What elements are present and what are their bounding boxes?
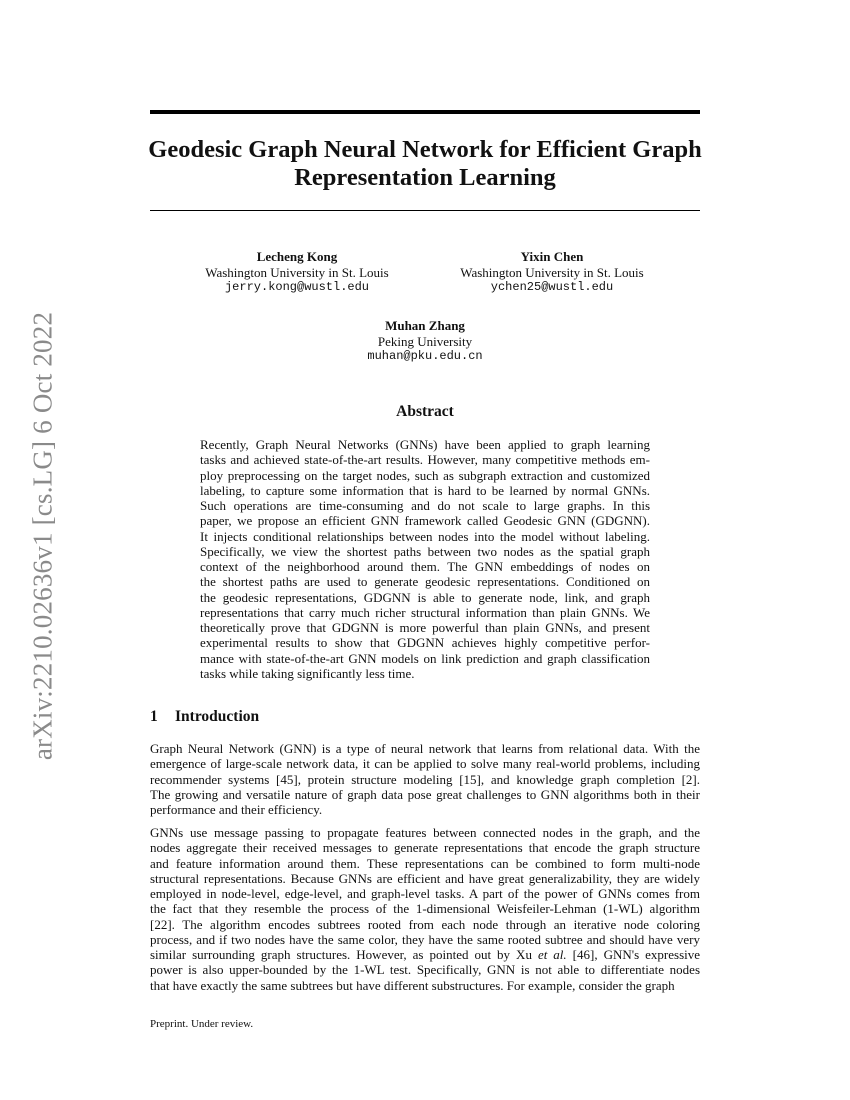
text-line: the geodesic representations, GDGNN is able to generate node, link, and graph [200,589,650,605]
author-block [295,318,555,365]
abstract-heading: Abstract [396,403,454,420]
text-line: power is also upper-bounded by the 1-WL test. Specifically, GNN is not able to differentiate nodes [150,962,700,978]
text-line: context of the neighborhood around them. The GNN embeddings of nodes on [200,559,650,574]
text-line: tasks while taking significantly less time. [200,665,415,681]
author-block [422,249,682,296]
title-line: Geodesic Graph Neural Network for Efficient Graph [148,136,702,163]
author-name: Lecheng Kong [256,249,338,264]
author-affiliation: Washington University in St. Louis [205,264,389,280]
title-line: Representation Learning [294,164,556,191]
text-line: paper, we propose an efficient GNN framework called Geodesic GNN (GDGNN). [200,513,650,529]
author-email[interactable]: ychen25@wustl.edu [490,280,614,294]
text-line: The growing and versatile nature of graph data pose great challenges to GNN algorithms both in their [150,786,700,802]
text-line: recommender systems [45], protein structure modeling [15], and knowledge graph completion [2]. [150,771,700,787]
text-line: mance with state-of-the-art GNN models on link prediction and graph classification [200,650,650,666]
intro-paragraph [150,741,700,817]
text-line: emergence of large-scale network data, it can be applied to solve many real-world problems, including [150,756,700,772]
text-line: Such operations are time-consuming and do not scale to large graphs. In this [200,498,650,513]
text-line: Specifically, we view the shortest paths between two nodes as the spatial graph [200,543,650,559]
title-top-rule [150,110,700,114]
section-title: Introduction [175,708,260,725]
author-name: Muhan Zhang [385,318,465,333]
author-email[interactable]: jerry.kong@wustl.edu [224,280,370,294]
title-bottom-rule [150,210,700,211]
intro-paragraph [150,825,700,993]
author-email[interactable]: muhan@pku.edu.cn [367,349,483,363]
text-line: the fact that they resemble the process of the 1-dimensional Weisfeiler-Lehman (1-WL) algorithm [150,901,700,917]
text-line: It injects conditional relationships between nodes into the model without labeling. [200,528,650,544]
text-line: process, and if two nodes have the same color, they have the same rooted subtree and should have very [150,931,700,947]
text-line: Recently, Graph Neural Networks (GNNs) have been applied to graph learning [200,437,650,452]
text-line: employed in node-level, edge-level, and graph-level tasks. A part of the power of GNNs comes from [150,886,700,901]
author-name: Yixin Chen [520,249,584,264]
text-line: experimental results to show that GDGNN achieves highly competitive perfor- [200,635,650,651]
text-line: the shortest paths are used to generate geodesic representations. Conditioned on [200,574,650,590]
text-line: performance and their efficiency. [150,802,323,817]
text-line: Graph Neural Network (GNN) is a type of neural network that learns from relational data. With the [150,741,700,756]
author-affiliation: Peking University [377,333,473,349]
text-line: [22]. The algorithm encodes subtrees rooted from each node through an iterative node coloring [150,916,700,932]
text-line: tasks and achieved state-of-the-art results. However, many competitive methods em- [200,452,650,468]
section-heading [150,708,259,726]
text-line: and feature information around them. These representations can be combined to form multi-node [150,855,700,871]
text-line: nodes aggregate their received messages to generate representations that encode the graph structure [150,840,700,856]
paper-title [130,136,720,192]
text-line: that have exactly the same subtrees but have different substructures. For example, consider the graph [150,977,675,993]
author-affiliation: Washington University in St. Louis [460,264,644,280]
text-line: GNNs use message passing to propagate features between connected nodes in the graph, and the [150,825,700,840]
author-block [167,249,427,296]
text-line: similar surrounding graph structures. However, as pointed out by Xu et al. [46], GNN's expressive [150,947,701,962]
section-number: 1 [150,708,158,725]
text-line: structural representations. Because GNNs are efficient and have great generalizability, they are widely [150,870,700,886]
text-line: labeling, to capture some information that is hard to be learned by normal GNNs. [200,482,650,498]
text-line: ploy preprocessing on the target nodes, such as subgraph extraction and customized [200,467,650,483]
abstract-body [200,437,650,681]
text-line: theoretically prove that GDGNN is more powerful than plain GNNs, and present [200,620,650,635]
arxiv-stamp: arXiv:2210.02636v1 [cs.LG] 6 Oct 2022 [27,311,58,761]
footer-note: Preprint. Under review. [150,1018,254,1030]
text-line: representations that carry much richer structural information than plain GNNs. We [200,604,650,620]
